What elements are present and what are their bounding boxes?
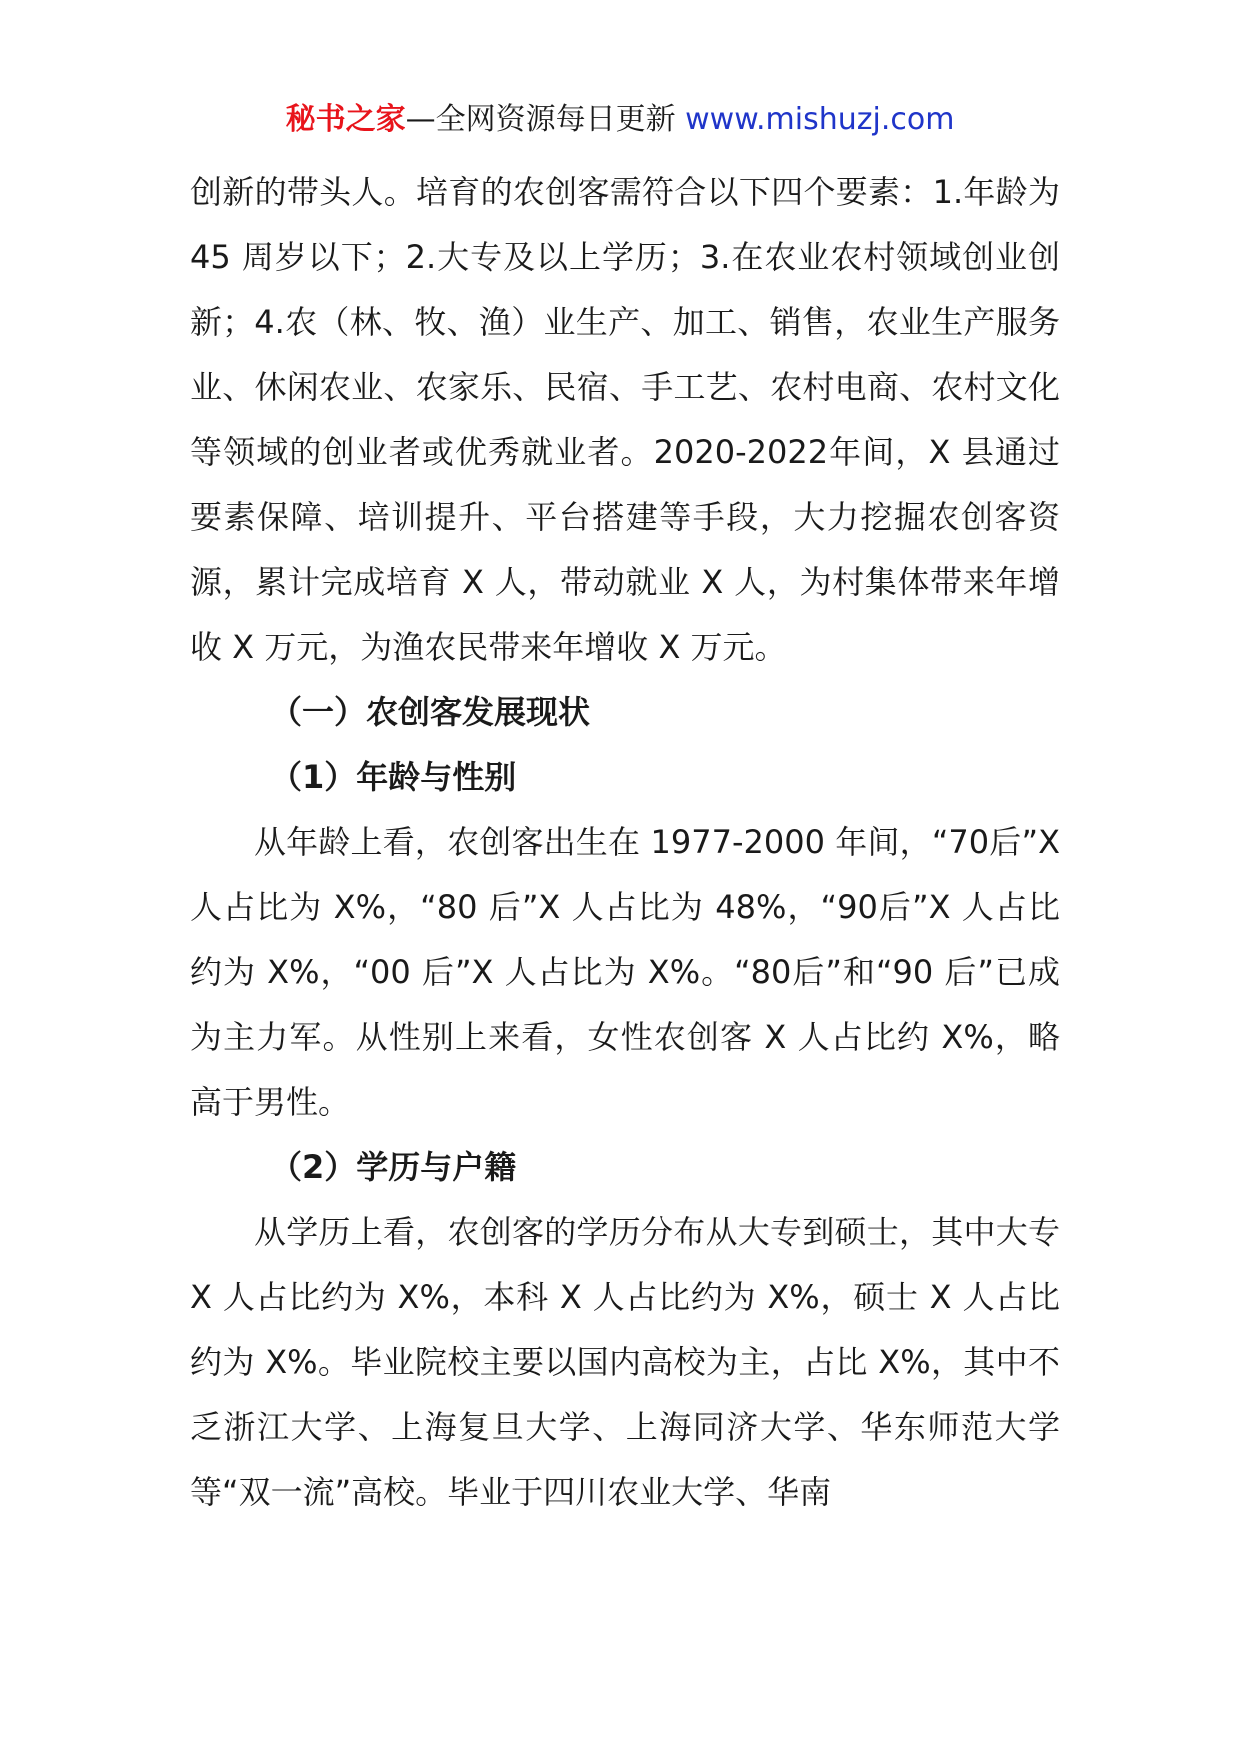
paragraph-intro-continued: 创新的带头人。培育的农创客需符合以下四个要素：1.年龄为 45 周岁以下；2.大专及以上学历；3.在农业农村领域创业创新；4.农（林、牧、渔）业生产、加工、销售，农业生产服务业、休闲农业、农家乐、民宿、手工艺、农村电商、农村文化等领域的创业者或优秀就业者。2020-2022年间，X 县通过要素保障、培训提升、平台搭建等手段，大力挖掘农创客资源，累计完成培育 X 人，带动就业 X 人，为村集体带来年增收 X 万元，为渔农民带来年增收 X 万元。: [190, 173, 1060, 666]
section-heading: （一）农创客发展现状: [270, 693, 591, 731]
paragraph-age-gender: 从年龄上看，农创客出生在 1977-2000 年间，“70后”X 人占比为 X%，“80 后”X 人占比为 48%，“90后”X 人占比约为 X%，“00 后”X 人占比为 X%。“80后”和“90 后”已成为主力军。从性别上来看，女性农创客 X 人占比约 X%，略高于男性。: [190, 823, 1060, 1121]
paragraph-education: 从学历上看，农创客的学历分布从大专到硕士，其中大专 X 人占比约为 X%，本科 X 人占比约为 X%，硕士 X 人占比约为 X%。毕业院校主要以国内高校为主，占比 X%，其中不乏浙江大学、上海复旦大学、上海同济大学、华东师范大学等“双一流”高校。毕业于四川农业大学、华南: [190, 1213, 1060, 1511]
page-header: [0, 100, 1240, 140]
subsection-heading-education-residence: （2）学历与户籍: [270, 1148, 517, 1186]
header-tagline: —全网资源每日更新: [405, 102, 676, 137]
header-brand: 秘书之家: [285, 102, 406, 137]
subsection-heading-age-gender: （1）年龄与性别: [270, 758, 517, 796]
document-body: [190, 160, 1060, 1525]
header-url-link[interactable]: www.mishuzj.com: [685, 102, 955, 137]
